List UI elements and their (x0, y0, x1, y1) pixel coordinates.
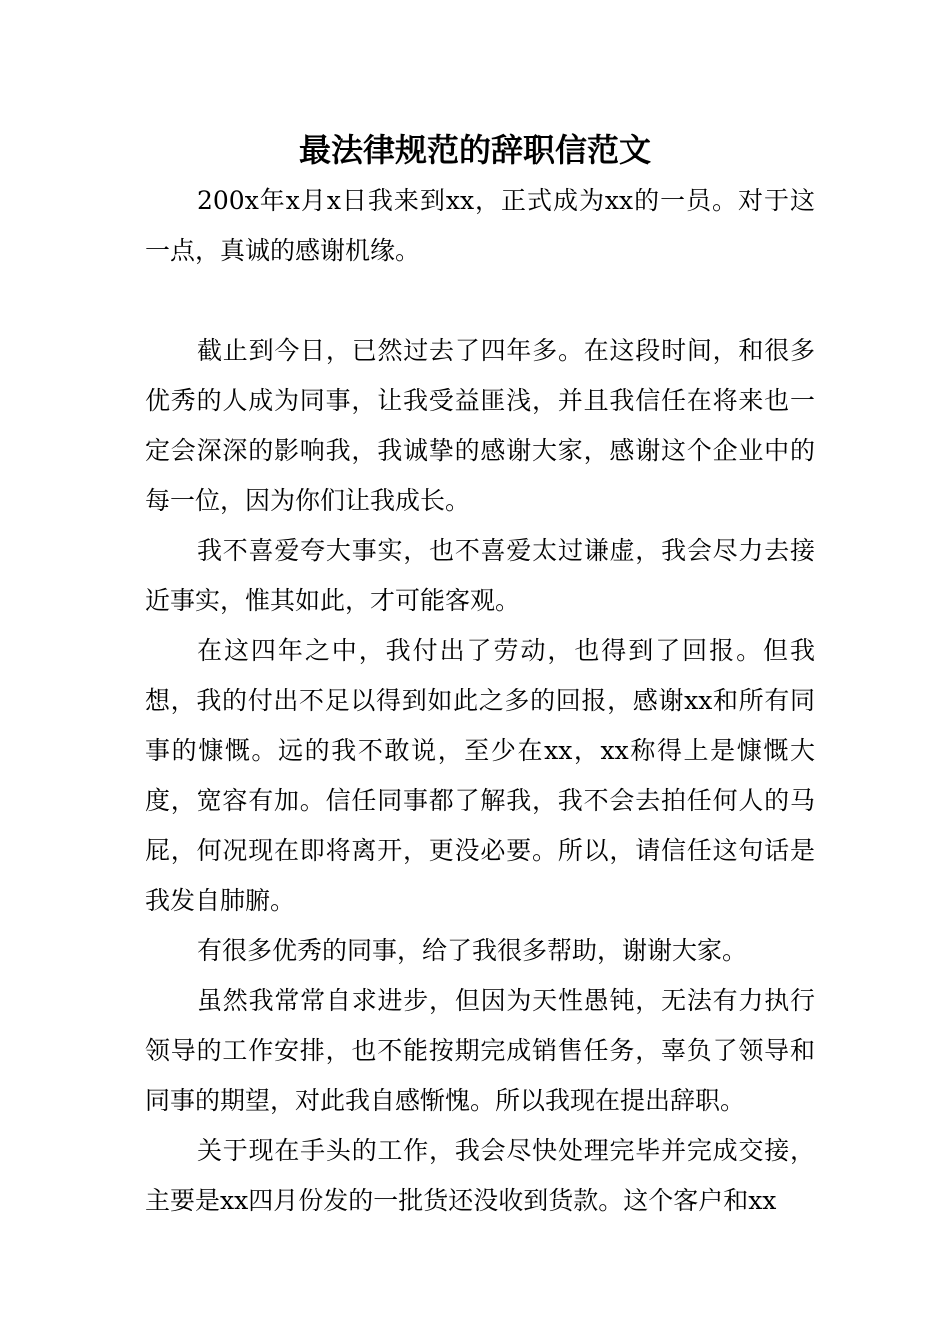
paragraph-handover: 关于现在手头的工作，我会尽快处理完毕并完成交接，主要是xx四月份发的一批货还没收到货款。这个客户和xx (145, 1136, 815, 1215)
document-title: 最法律规范的辞职信范文 (298, 131, 651, 169)
paragraph-colleagues: 截止到今日，已然过去了四年多。在这段时间，和很多优秀的人成为同事，让我受益匪浅，并且我信任在将来也一定会深深的影响我，我诚挚的感谢大家，感谢这个企业中的每一位，因为你们让我成长。 (145, 336, 815, 515)
paragraph-resignation-reason: 虽然我常常自求进步，但因为天性愚钝，无法有力执行领导的工作安排，也不能按期完成销售任务，辜负了领导和同事的期望，对此我自感惭愧。所以我现在提出辞职。 (145, 986, 815, 1115)
document-body (145, 176, 815, 1226)
paragraph-thanks: 有很多优秀的同事，给了我很多帮助，谢谢大家。 (197, 936, 748, 965)
paragraph-intro: 200x年x月x日我来到xx，正式成为xx的一员。对于这一点，真诚的感谢机缘。 (145, 186, 815, 265)
paragraph-objectivity: 我不喜爱夸大事实，也不喜爱太过谦虚，我会尽力去接近事实，惟其如此，才可能客观。 (145, 536, 815, 615)
paragraph-four-years: 在这四年之中，我付出了劳动，也得到了回报。但我想，我的付出不足以得到如此之多的回报，感谢xx和所有同事的慷慨。远的我不敢说，至少在xx，xx称得上是慷慨大度，宽容有加。信任同事都了解我，我不会去拍任何人的马屁，何况现在即将离开，更没必要。所以，请信任这句话是我发自肺腑。 (145, 636, 815, 915)
